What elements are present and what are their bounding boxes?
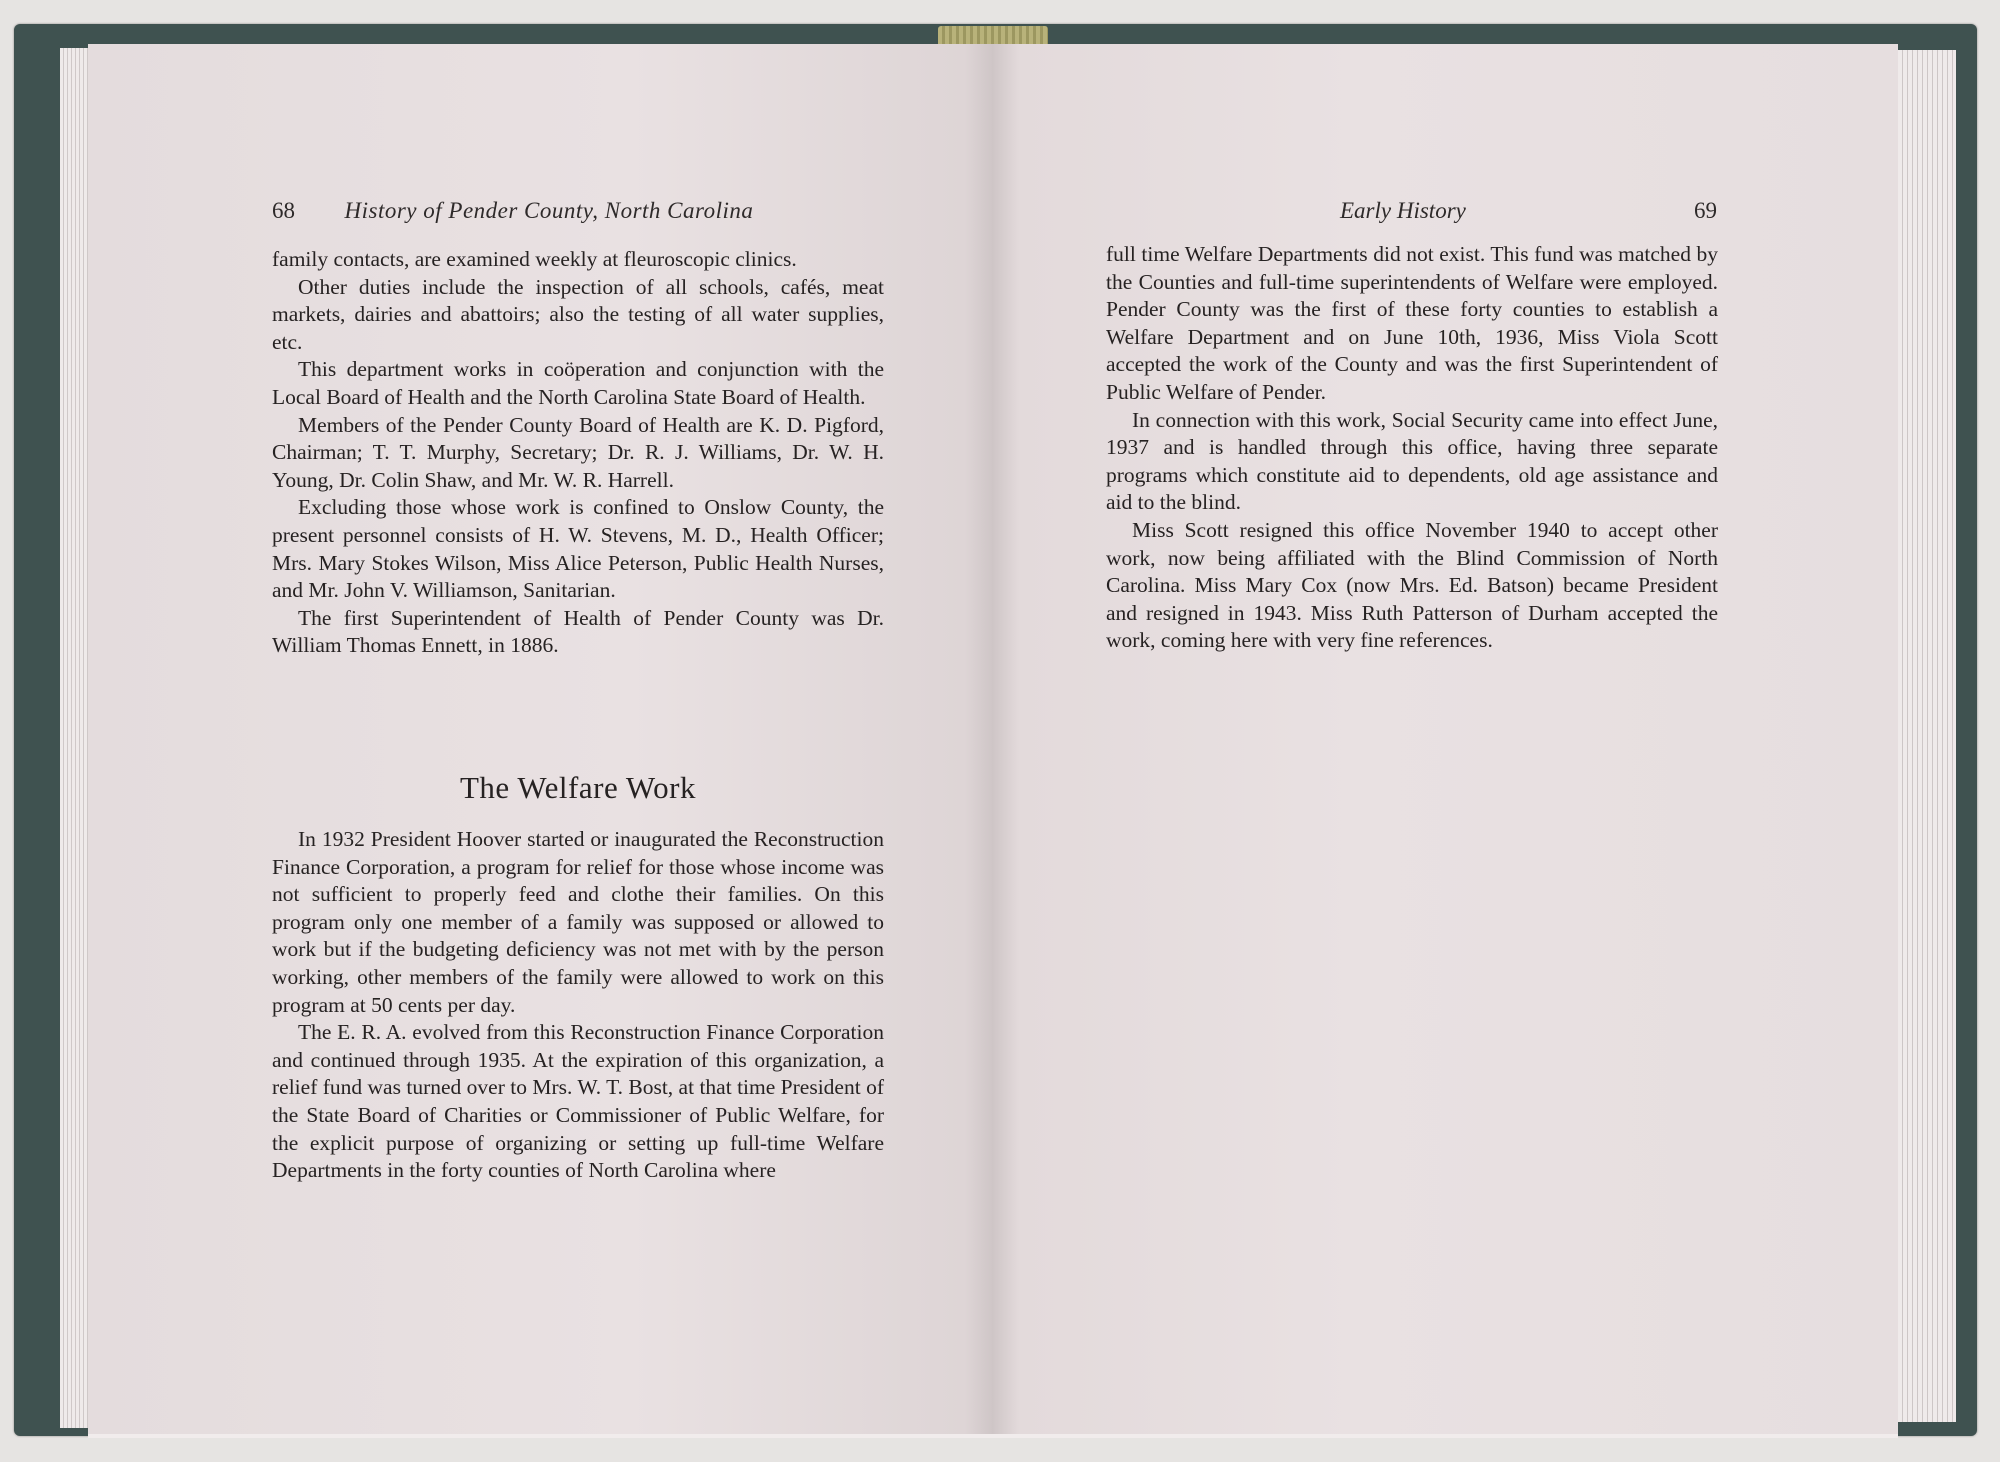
paragraph: The E. R. A. evolved from this Reconstruction Finance Corporation and continued through 1935. At the expiration of this organization, a relief fund was turned over to Mrs. W. T. Bost, at that time President of the State Board of Charities or Commissioner of Public Welfare, for the explicit purpose of organizing or setting up full-time Welfare Departments in the forty counties of North Carolina where	[272, 1020, 884, 1183]
paragraph: Members of the Pender County Board of Health are K. D. Pigford, Chairman; T. T. Murphy, Secretary; Dr. R. J. Williams, Dr. W. H. Young, Dr. Colin Shaw, and Mr. W. R. Harrell.	[272, 412, 884, 492]
left-header-title: History of Pender County, North Carolina	[344, 198, 754, 223]
right-header-title: Early History	[1340, 198, 1466, 223]
right-page-edges	[1898, 50, 1956, 1422]
paragraph: This department works in coöperation and conjunction with the Local Board of Health and the North Carolina State Board of Health.	[272, 357, 884, 409]
left-running-head	[272, 198, 753, 224]
section-heading: The Welfare Work	[460, 770, 696, 805]
left-welfare-text-block	[272, 826, 884, 1185]
paragraph: Other duties include the inspection of all schools, cafés, meat markets, dairies and abattoirs; also the testing of all water supplies, etc.	[272, 274, 884, 354]
paragraph: Excluding those whose work is confined to Onslow County, the present personnel consists of H. W. Stevens, M. D., Health Officer; Mrs. Mary Stokes Wilson, Miss Alice Peterson, Public Health Nurses, and Mr. John V. Williamson, Sanitarian.	[272, 495, 884, 603]
left-page-edges	[60, 48, 88, 1428]
paragraph: In connection with this work, Social Security came into effect June, 1937 and is handled through this office, having three separate programs which constitute aid to dependents, old age assistance and aid to the blind.	[1106, 407, 1718, 515]
right-text-block	[1106, 241, 1718, 655]
paragraph: Miss Scott resigned this office November 1940 to accept other work, now being affiliated with the Blind Commission of North Carolina. Miss Mary Cox (now Mrs. Ed. Batson) became President and resigned in 1943. Miss Ruth Patterson of Durham accepted the work, coming here with very fine references.	[1106, 517, 1718, 653]
left-text-block	[272, 246, 884, 660]
paragraph: In 1932 President Hoover started or inaugurated the Reconstruction Finance Corporation, a program for relief for those whose income was not sufficient to properly feed and clothe their families. On this program only one member of a family was supposed or allowed to work but if the budgeting deficiency was not met with by the person working, other members of the family were allowed to work on this program at 50 cents per day.	[272, 827, 884, 1017]
paragraph: The first Superintendent of Health of Pender County was Dr. William Thomas Ennett, in 1886.	[272, 605, 884, 658]
paragraph: full time Welfare Departments did not exist. This fund was matched by the Counties and full-time superintendents of Welfare were employed. Pender County was the first of these forty counties to establish a Welfare Department and on June 10th, 1936, Miss Viola Scott accepted the work of the County and was the first Superintendent of Public Welfare of Pender.	[1106, 242, 1718, 404]
left-page-number: 68	[272, 198, 295, 223]
paragraph: family contacts, are examined weekly at fleuroscopic clinics.	[272, 247, 797, 271]
right-page-number: 69	[1694, 198, 1717, 223]
